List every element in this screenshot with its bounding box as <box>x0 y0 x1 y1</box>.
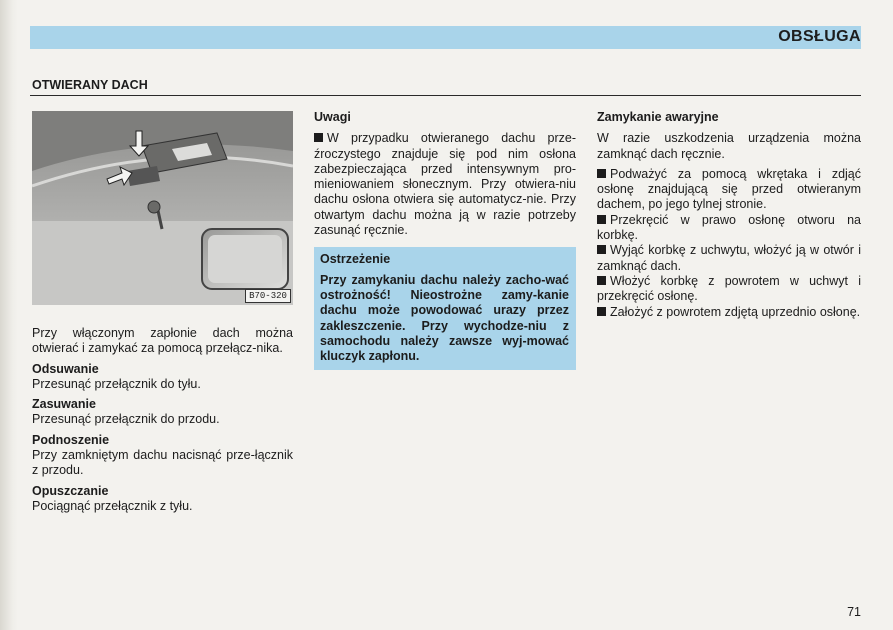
bullet-square-icon <box>597 215 606 224</box>
list-item: Włożyć korbkę z powrotem w uchwyt i przekręcić osłonę. <box>597 273 861 304</box>
subheading-odsuwanie: Odsuwanie <box>32 361 99 376</box>
subheading-zasuwanie: Zasuwanie <box>32 397 96 412</box>
sunroof-photo-illustration <box>32 111 293 305</box>
sunroof-switch-photo <box>32 111 293 305</box>
note-paragraph <box>314 131 576 238</box>
bullet-square-icon <box>597 169 606 178</box>
right-column <box>597 110 861 320</box>
list-item: Przekręcić w prawo osłonę otworu na korbkę. <box>597 212 861 243</box>
middle-column <box>314 110 576 370</box>
page-spine-shadow <box>0 0 18 630</box>
bullet-square-icon <box>597 245 606 254</box>
bullet-square-icon <box>597 276 606 285</box>
figure-reference-code: B70-320 <box>245 289 291 303</box>
text-zasuwanie: Przesunąć przełącznik do przodu. <box>32 412 220 427</box>
emergency-intro: W razie uszkodzenia urządzenia można zamknąć dach ręcznie. <box>597 131 861 161</box>
intro-paragraph: Przy włączonym zapłonie dach można otwierać i zamykać za pomocą przełącz-nika. <box>32 326 293 356</box>
warning-box <box>314 247 576 370</box>
text-odsuwanie: Przesunąć przełącznik do tyłu. <box>32 376 201 391</box>
section-label: OBSŁUGA <box>778 28 861 45</box>
subheading-opuszczanie: Opuszczanie <box>32 483 109 498</box>
page-number: 71 <box>847 605 861 619</box>
list-item: Założyć z powrotem zdjętą uprzednio osłonę. <box>597 305 861 320</box>
notes-heading: Uwagi <box>314 110 351 124</box>
list-item: Podważyć za pomocą wkrętaka i zdjąć osłonę znajdującą się przed otwieranym dachem, po jego tylnej stronie. <box>597 166 861 212</box>
text-opuszczanie: Pociągnąć przełącznik z tyłu. <box>32 498 193 513</box>
text-podnoszenie: Przy zamkniętym dachu nacisnąć prze-łącznik z przodu. <box>32 448 293 478</box>
list-item: Wyjąć korbkę z uchwytu, włożyć ją w otwór i zamknąć dach. <box>597 243 861 273</box>
left-column <box>32 326 293 514</box>
warning-heading: Ostrzeżenie <box>320 252 391 267</box>
note-text: W przypadku otwieranego dachu prze-źroczystego znajduje się pod nim osłona zabezpieczająca przed intensywnym pro-mieniowaniem słonecznym. Przy otwiera-niu dachu osłona otwiera się automatycz-nie. Przy otwartym dachu można ją w razie potrzeby zasunąć ręcznie. <box>314 131 576 238</box>
header-band <box>30 26 861 49</box>
bullet-square-icon <box>314 133 323 142</box>
heading-rule <box>30 95 861 96</box>
warning-text: Przy zamykaniu dachu należy zacho-wać ostrożność! Nieostrożne zamy-kanie dachu może powodować urazy przez zakleszczenie. Przy wychodze-niu z samochodu należy zawsze wyj-mować kluczyk zapłonu. <box>320 272 569 364</box>
page-heading: OTWIERANY DACH <box>32 78 148 92</box>
emergency-closing-heading: Zamykanie awaryjne <box>597 110 719 124</box>
subheading-podnoszenie: Podnoszenie <box>32 432 110 447</box>
bullet-square-icon <box>597 307 606 316</box>
